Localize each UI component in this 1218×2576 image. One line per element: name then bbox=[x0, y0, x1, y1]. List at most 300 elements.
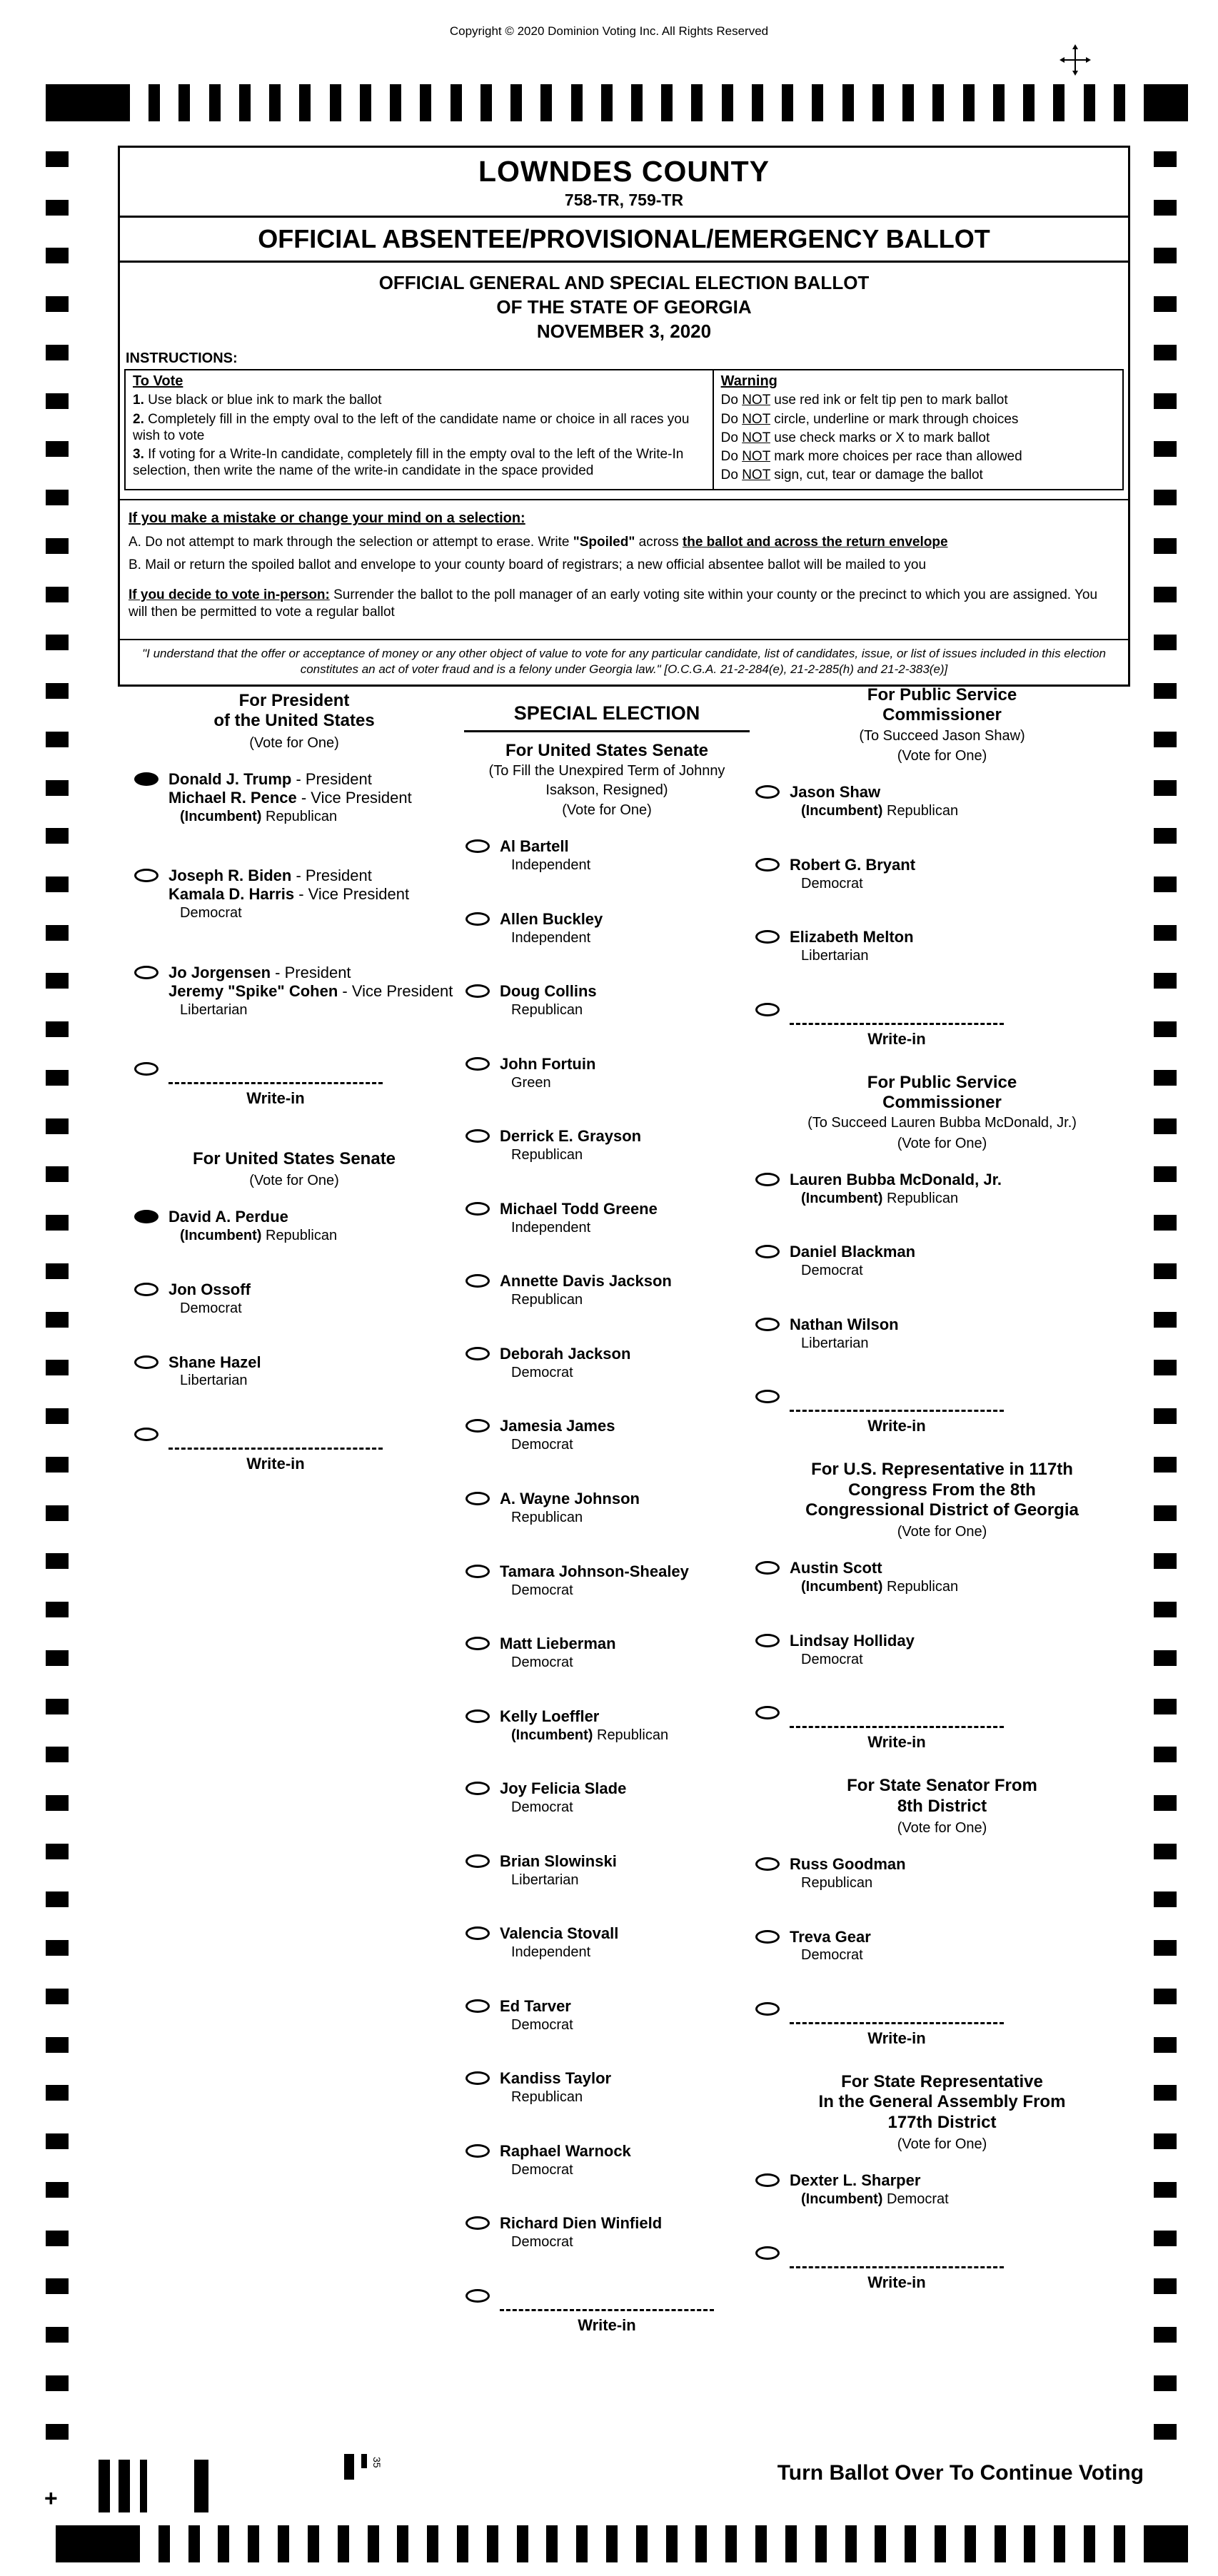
candidate-name bbox=[168, 1208, 456, 1226]
candidate-text bbox=[500, 1127, 750, 1164]
timing-mark bbox=[510, 84, 522, 121]
candidate-text bbox=[500, 1924, 750, 1961]
write-in-oval[interactable] bbox=[755, 1003, 780, 1016]
ballot-oval[interactable] bbox=[134, 1355, 158, 1369]
timing-mark bbox=[1154, 973, 1177, 989]
text-segment: Democrat bbox=[511, 1582, 573, 1598]
candidate-name bbox=[168, 982, 456, 1001]
candidate-option bbox=[754, 1243, 1130, 1280]
warning-title: Warning bbox=[720, 373, 777, 390]
timing-mark bbox=[239, 84, 251, 121]
ballot-oval[interactable] bbox=[465, 1202, 490, 1216]
write-in-oval[interactable] bbox=[465, 2289, 490, 2303]
timing-mark bbox=[1084, 84, 1095, 121]
candidate-party bbox=[500, 1147, 750, 1164]
timing-marks-top bbox=[46, 84, 1188, 121]
text-segment: Libertarian bbox=[801, 1335, 869, 1351]
timing-mark bbox=[842, 84, 854, 121]
timing-mark bbox=[905, 2525, 916, 2562]
timing-mark bbox=[46, 635, 69, 650]
candidate-party bbox=[500, 930, 750, 947]
timing-mark bbox=[330, 84, 341, 121]
candidate-name bbox=[500, 1200, 750, 1218]
contest-subtitle: (To Succeed Lauren Bubba McDonald, Jr.) bbox=[807, 1115, 1077, 1131]
write-in-label: Write-in bbox=[578, 2316, 636, 2335]
text-segment: Elizabeth Melton bbox=[790, 928, 914, 946]
ballot-oval[interactable] bbox=[465, 1926, 490, 1940]
candidate-option bbox=[464, 1127, 750, 1164]
text-segment: Richard Dien Winfield bbox=[500, 2214, 663, 2233]
warning-post: mark more choices per race than allowed bbox=[770, 448, 1022, 464]
timing-mark bbox=[397, 2525, 408, 2562]
warning-post: sign, cut, tear or damage the ballot bbox=[770, 468, 983, 483]
timing-mark bbox=[46, 1070, 69, 1086]
write-in-line[interactable] bbox=[790, 1704, 1004, 1728]
timing-mark bbox=[46, 587, 69, 602]
ballot-oval[interactable] bbox=[465, 1999, 490, 2013]
candidate-text bbox=[500, 2069, 750, 2106]
text-segment: Republican bbox=[882, 1190, 959, 1206]
timing-mark bbox=[875, 2525, 886, 2562]
instructions-boxes bbox=[124, 369, 1124, 490]
candidate-option bbox=[464, 2142, 750, 2179]
ballot-oval-filled[interactable] bbox=[134, 1210, 158, 1223]
timing-mark bbox=[725, 2525, 737, 2562]
text-segment: Democrat bbox=[882, 2191, 949, 2207]
ballot-oval[interactable] bbox=[755, 858, 780, 872]
timing-mark bbox=[540, 84, 552, 121]
timing-mark bbox=[46, 1989, 69, 2004]
candidate-party bbox=[168, 905, 456, 922]
election-title bbox=[120, 263, 1128, 349]
contest-column-2 bbox=[464, 702, 750, 2359]
ballot-header bbox=[118, 146, 1130, 687]
timing-mark bbox=[46, 877, 69, 892]
timing-mark bbox=[46, 1795, 69, 1811]
timing-block bbox=[46, 84, 130, 121]
timing-mark bbox=[1154, 1505, 1177, 1521]
timing-mark bbox=[46, 2133, 69, 2149]
timing-mark bbox=[46, 925, 69, 941]
text-segment: Michael R. Pence bbox=[168, 788, 297, 807]
contest-title: In the General Assembly From bbox=[818, 2092, 1066, 2112]
candidate-text bbox=[500, 1562, 750, 1600]
candidate-text bbox=[500, 1490, 750, 1527]
candidate-option bbox=[133, 1281, 456, 1318]
contest-title: For Public Service bbox=[867, 1072, 1017, 1092]
timing-mark bbox=[46, 1215, 69, 1231]
candidate-name bbox=[168, 885, 456, 904]
text-segment: Al Bartell bbox=[500, 837, 569, 856]
mistake-item-a bbox=[129, 534, 1119, 551]
ballot-oval[interactable] bbox=[465, 984, 490, 998]
timing-mark bbox=[487, 2525, 498, 2562]
ballot-oval[interactable] bbox=[465, 2216, 490, 2230]
timing-mark bbox=[46, 151, 69, 167]
ballot-oval[interactable] bbox=[755, 1857, 780, 1871]
contest-title: Congress From the 8th bbox=[848, 1480, 1036, 1500]
timing-mark bbox=[360, 84, 371, 121]
timing-mark bbox=[1154, 1215, 1177, 1231]
text-segment: Jo Jorgensen bbox=[168, 963, 271, 981]
contest bbox=[754, 1776, 1130, 2048]
candidate-name bbox=[500, 1562, 750, 1581]
ballot-oval[interactable] bbox=[465, 1782, 490, 1795]
ballot-oval[interactable] bbox=[465, 1637, 490, 1650]
candidate-party bbox=[790, 1335, 1130, 1353]
write-in-line[interactable] bbox=[790, 2244, 1004, 2268]
timing-mark bbox=[932, 84, 944, 121]
text-segment: - Vice President bbox=[294, 885, 410, 904]
text-segment: Republican bbox=[511, 2089, 583, 2106]
timing-mark bbox=[815, 2525, 827, 2562]
ballot-oval[interactable] bbox=[755, 785, 780, 799]
election-date: NOVEMBER 3, 2020 bbox=[536, 320, 712, 342]
timing-mark bbox=[480, 84, 492, 121]
write-in-label: Write-in bbox=[867, 1029, 926, 1048]
timing-mark bbox=[46, 1602, 69, 1617]
candidate-party bbox=[500, 2089, 750, 2106]
candidate-name bbox=[168, 770, 456, 789]
candidate-text bbox=[500, 1417, 750, 1454]
write-in-oval[interactable] bbox=[755, 1390, 780, 1403]
stub-mark bbox=[99, 2460, 110, 2512]
timing-mark bbox=[695, 2525, 707, 2562]
candidate-name bbox=[500, 2214, 750, 2233]
timing-mark bbox=[46, 538, 69, 554]
contest-title: 177th District bbox=[887, 2112, 997, 2132]
to-vote-items bbox=[133, 392, 705, 479]
timing-mark bbox=[46, 1457, 69, 1473]
timing-mark bbox=[46, 732, 69, 747]
candidate-party bbox=[168, 809, 456, 826]
candidate-text bbox=[500, 1055, 750, 1092]
candidate-option bbox=[133, 964, 456, 1019]
candidate-option bbox=[464, 1707, 750, 1744]
vote-for-instruction: (Vote for One) bbox=[249, 1173, 339, 1189]
candidate-name bbox=[500, 2069, 750, 2088]
candidate-option bbox=[464, 837, 750, 874]
timing-mark bbox=[1154, 1312, 1177, 1328]
text-segment: Independent bbox=[511, 929, 591, 946]
timing-mark bbox=[46, 296, 69, 312]
candidate-name bbox=[500, 1490, 750, 1508]
candidate-option bbox=[754, 1171, 1130, 1208]
timing-mark bbox=[1154, 2182, 1177, 2198]
candidate-text bbox=[790, 1315, 1130, 1353]
candidate-party bbox=[500, 1727, 750, 1744]
timing-block bbox=[1144, 2525, 1188, 2562]
warning-instruction bbox=[721, 392, 1115, 408]
candidate-text bbox=[500, 1272, 750, 1309]
write-in-line[interactable] bbox=[168, 1060, 383, 1084]
text-segment: Treva Gear bbox=[790, 1927, 871, 1946]
contest-title: of the United States bbox=[213, 711, 375, 731]
vote-for-instruction: (Vote for One) bbox=[897, 2136, 987, 2152]
text-segment: Democrat bbox=[801, 875, 863, 892]
ballot-oval[interactable] bbox=[755, 930, 780, 944]
timing-mark bbox=[1154, 490, 1177, 505]
candidate-text bbox=[790, 1243, 1130, 1280]
timing-mark bbox=[1154, 1553, 1177, 1569]
timing-mark bbox=[46, 1505, 69, 1521]
timing-mark bbox=[1154, 151, 1177, 167]
text-segment: Lindsay Holliday bbox=[790, 1631, 915, 1650]
timing-mark bbox=[1154, 1360, 1177, 1375]
write-in-oval[interactable] bbox=[755, 2246, 780, 2260]
text-segment: Libertarian bbox=[801, 948, 869, 964]
ballot-oval[interactable] bbox=[755, 1318, 780, 1331]
candidate-text bbox=[500, 2214, 750, 2251]
ballot-oval[interactable] bbox=[755, 1561, 780, 1575]
timing-marks-right bbox=[1154, 151, 1177, 2440]
timing-mark bbox=[606, 2525, 618, 2562]
ballot-oval[interactable] bbox=[755, 1245, 780, 1258]
write-in-line[interactable] bbox=[168, 1425, 383, 1450]
warning-instruction bbox=[721, 411, 1115, 428]
instruction-text: Completely fill in the empty oval to the left of the candidate name or choice in all races you wish to vote bbox=[133, 411, 690, 443]
ballot-oval[interactable] bbox=[755, 1634, 780, 1647]
candidate-party bbox=[500, 1075, 750, 1092]
text-segment: Republican bbox=[261, 808, 338, 824]
instruction-text: Use black or blue ink to mark the ballot bbox=[148, 393, 382, 408]
timing-mark bbox=[278, 2525, 289, 2562]
text-segment: - President bbox=[291, 867, 372, 885]
candidate-name bbox=[168, 1281, 456, 1299]
candidate-name bbox=[168, 964, 456, 982]
timing-mark bbox=[1154, 538, 1177, 554]
ballot-oval[interactable] bbox=[755, 1173, 780, 1186]
timing-mark bbox=[995, 2525, 1006, 2562]
ballot-oval[interactable] bbox=[755, 1930, 780, 1944]
candidate-option bbox=[464, 2069, 750, 2106]
contest-subtitle: Isakson, Resigned) bbox=[545, 782, 668, 798]
vote-for-instruction: (Vote for One) bbox=[249, 734, 339, 751]
timing-mark bbox=[691, 84, 703, 121]
write-in-area bbox=[790, 1704, 1004, 1752]
stub-mark bbox=[194, 2460, 208, 2512]
text-segment: Kelly Loeffler bbox=[500, 1707, 600, 1725]
write-in-area bbox=[500, 2287, 714, 2335]
contest-title: Congressional District of Georgia bbox=[805, 1500, 1079, 1520]
text-segment: Shane Hazel bbox=[168, 1353, 261, 1371]
contest-title: For State Representative bbox=[841, 2072, 1043, 2092]
candidate-party bbox=[500, 1220, 750, 1237]
warning-pre: Do bbox=[720, 468, 743, 483]
candidate-party bbox=[790, 1947, 1130, 1964]
write-in-line[interactable] bbox=[500, 2287, 714, 2311]
timing-mark bbox=[149, 84, 160, 121]
timing-mark bbox=[1154, 1166, 1177, 1182]
timing-mark bbox=[1154, 248, 1177, 263]
ballot-oval[interactable] bbox=[465, 1274, 490, 1288]
mistake-item-b bbox=[129, 557, 1119, 574]
ballot-oval[interactable] bbox=[465, 1419, 490, 1433]
candidate-option bbox=[464, 1779, 750, 1817]
write-in-oval[interactable] bbox=[755, 1706, 780, 1719]
candidate-party bbox=[500, 1365, 750, 1382]
write-in-oval[interactable] bbox=[134, 1062, 158, 1076]
ballot-oval[interactable] bbox=[465, 1709, 490, 1723]
candidate-party bbox=[500, 857, 750, 874]
candidate-name bbox=[790, 1928, 1130, 1946]
write-in-line[interactable] bbox=[790, 1388, 1004, 1412]
write-in-option bbox=[754, 2244, 1130, 2292]
ballot-oval[interactable] bbox=[465, 1057, 490, 1071]
candidate-name bbox=[790, 783, 1130, 802]
timing-mark bbox=[1154, 1650, 1177, 1666]
timing-mark bbox=[935, 2525, 946, 2562]
text-segment: Democrat bbox=[511, 1655, 573, 1671]
text-segment: - Vice President bbox=[338, 981, 453, 1000]
candidate-option bbox=[133, 770, 456, 826]
ballot-type-title: OFFICIAL ABSENTEE/PROVISIONAL/EMERGENCY BALLOT bbox=[120, 218, 1128, 263]
text-segment: Tamara Johnson-Shealey bbox=[500, 1562, 689, 1580]
write-in-oval[interactable] bbox=[755, 2002, 780, 2016]
text-segment: (Incumbent) bbox=[801, 1190, 883, 1206]
ballot-style: 758-TR, 759-TR bbox=[564, 191, 684, 209]
timing-mark bbox=[46, 828, 69, 844]
timing-mark bbox=[420, 84, 431, 121]
candidate-text bbox=[500, 1997, 750, 2034]
text-segment: - Vice President bbox=[296, 788, 412, 807]
candidate-party bbox=[168, 1002, 456, 1019]
candidate-option bbox=[754, 1632, 1130, 1669]
contest-title: For U.S. Representative in 117th bbox=[811, 1460, 1073, 1480]
ballot-oval[interactable] bbox=[465, 2071, 490, 2085]
contest-subtitle: (To Succeed Jason Shaw) bbox=[859, 727, 1025, 744]
ballot-oval[interactable] bbox=[134, 966, 158, 979]
ballot-oval[interactable] bbox=[755, 2173, 780, 2187]
timing-mark bbox=[1154, 1021, 1177, 1037]
write-in-oval[interactable] bbox=[134, 1428, 158, 1441]
timing-mark bbox=[188, 2525, 200, 2562]
candidate-text bbox=[790, 1855, 1130, 1892]
candidate-option bbox=[464, 1924, 750, 1961]
ballot-oval[interactable] bbox=[465, 912, 490, 926]
candidate-party bbox=[168, 1228, 456, 1245]
to-vote-instruction bbox=[133, 411, 705, 444]
candidate-option bbox=[754, 2171, 1130, 2208]
candidate-text bbox=[500, 982, 750, 1019]
warning-post: use red ink or felt tip pen to mark ballot bbox=[770, 393, 1008, 408]
mistake-heading: If you make a mistake or change your mind on a selection: bbox=[129, 510, 525, 527]
timing-mark bbox=[46, 2182, 69, 2198]
candidate-option bbox=[754, 856, 1130, 893]
write-in-option bbox=[754, 1001, 1130, 1049]
timing-mark bbox=[661, 84, 673, 121]
ballot-oval[interactable] bbox=[134, 1283, 158, 1296]
stub-number: 35 bbox=[371, 2457, 383, 2468]
write-in-label: Write-in bbox=[867, 1733, 926, 1752]
timing-mark bbox=[1154, 345, 1177, 360]
timing-mark bbox=[1114, 2525, 1125, 2562]
text-segment: Donald J. Trump bbox=[168, 769, 292, 788]
candidate-name bbox=[500, 837, 750, 856]
timing-mark bbox=[1023, 84, 1035, 121]
ballot-oval[interactable] bbox=[465, 1492, 490, 1505]
candidate-party bbox=[168, 1373, 456, 1390]
ballot-oval[interactable] bbox=[465, 1347, 490, 1360]
candidate-name bbox=[500, 1417, 750, 1435]
timing-mark bbox=[1154, 2231, 1177, 2246]
stub-mark bbox=[361, 2454, 367, 2468]
timing-mark bbox=[752, 84, 763, 121]
text-segment: Libertarian bbox=[511, 1872, 579, 1888]
write-in-line[interactable] bbox=[790, 2000, 1004, 2024]
ballot-oval[interactable] bbox=[465, 839, 490, 853]
ballot-oval[interactable] bbox=[134, 869, 158, 882]
text-segment: Democrat bbox=[801, 1263, 863, 1279]
text-segment: Democrat bbox=[180, 905, 242, 921]
warning-pre: Do bbox=[720, 430, 743, 445]
write-in-label: Write-in bbox=[867, 1417, 926, 1435]
candidate-name bbox=[500, 1272, 750, 1290]
section-header: SPECIAL ELECTION bbox=[464, 702, 750, 732]
timing-block bbox=[1144, 84, 1188, 121]
ballot-oval-filled[interactable] bbox=[134, 772, 158, 786]
candidate-text bbox=[790, 783, 1130, 820]
warning-not: NOT bbox=[742, 393, 770, 408]
text-segment: Democrat bbox=[511, 2161, 573, 2178]
candidate-name bbox=[500, 1127, 750, 1146]
write-in-line[interactable] bbox=[790, 1001, 1004, 1025]
candidate-text bbox=[168, 1281, 456, 1318]
timing-mark bbox=[1154, 1844, 1177, 1859]
timing-mark bbox=[666, 2525, 678, 2562]
candidate-name bbox=[500, 1997, 750, 2016]
contest-title: For State Senator From bbox=[847, 1776, 1037, 1796]
timing-mark bbox=[1154, 587, 1177, 602]
ballot-oval[interactable] bbox=[465, 2144, 490, 2158]
timing-mark bbox=[46, 1844, 69, 1859]
contest-subtitle: (To Fill the Unexpired Term of Johnny bbox=[488, 763, 725, 779]
timing-mark bbox=[1154, 1602, 1177, 1617]
candidate-party bbox=[500, 1002, 750, 1019]
timing-mark bbox=[1154, 1408, 1177, 1424]
timing-mark bbox=[1154, 877, 1177, 892]
candidate-text bbox=[500, 910, 750, 947]
candidate-option bbox=[754, 1928, 1130, 1965]
ballot-oval[interactable] bbox=[465, 1565, 490, 1578]
text-segment: Russ Goodman bbox=[790, 1854, 906, 1873]
candidate-party bbox=[500, 1437, 750, 1454]
write-in-option bbox=[133, 1060, 456, 1108]
text-segment: Republican bbox=[511, 1292, 583, 1308]
text-segment: Ed Tarver bbox=[500, 1996, 571, 2015]
timing-mark bbox=[1154, 2037, 1177, 2053]
timing-mark bbox=[46, 1699, 69, 1714]
timing-mark bbox=[1154, 828, 1177, 844]
timing-mark bbox=[1154, 635, 1177, 650]
text-segment: Democrat bbox=[511, 2234, 573, 2251]
candidate-party bbox=[500, 1872, 750, 1889]
instruction-number: 2. bbox=[133, 411, 144, 427]
vote-for-instruction: (Vote for One) bbox=[897, 1135, 987, 1151]
timing-mark bbox=[1154, 441, 1177, 457]
contest bbox=[133, 1149, 456, 1473]
candidate-name bbox=[500, 1924, 750, 1943]
text-segment: Jason Shaw bbox=[790, 783, 881, 802]
ballot-oval[interactable] bbox=[465, 1129, 490, 1143]
candidate-name bbox=[790, 928, 1130, 946]
to-vote-title: To Vote bbox=[133, 373, 183, 390]
text-segment: (Incumbent) bbox=[801, 802, 883, 819]
ballot-oval[interactable] bbox=[465, 1854, 490, 1868]
vote-for-instruction: (Vote for One) bbox=[897, 1819, 987, 1836]
candidate-name bbox=[500, 1345, 750, 1363]
candidate-name bbox=[790, 856, 1130, 874]
